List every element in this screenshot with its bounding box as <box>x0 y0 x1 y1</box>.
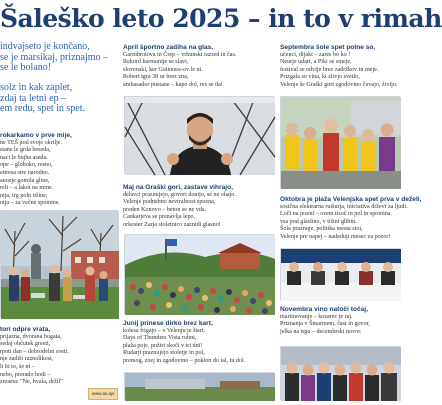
stanza-november <box>280 306 400 336</box>
intro-line: zdaj ta letni ep – <box>0 92 67 104</box>
stanza-line: Šola praznuje, politika mesta stoi, <box>280 226 363 233</box>
stanza-heading: Novembra vino natoči točaj, <box>280 306 368 313</box>
stanza-april <box>123 44 273 90</box>
stanza-heading: April športno zadiha na glas, <box>123 44 214 51</box>
stanza-line: festival se odvije brez zadržkov in meje. <box>280 66 379 73</box>
stanza-line: delavci praznujejo, govori donijo, se ne ohajo. <box>123 191 236 198</box>
stanza-line: ope – globoko, resno, <box>0 162 53 169</box>
intro-stanza-2 <box>0 83 115 115</box>
stanza-heading: Junij prinese dirko brez kart, <box>123 320 213 327</box>
stanza-line: reli – a lakot ne mine. <box>0 185 54 192</box>
stanza-line: premog, zoej in zgodovino – poklon do tal, tu dol. <box>123 357 246 364</box>
stanza-line: Neurje udari, a Piki se smeje, <box>280 59 352 66</box>
stanza-line: sedaj občutek greeti, <box>0 341 51 348</box>
stanza-october <box>280 196 422 242</box>
stanza-line: Velenje še Graški gori zgodovino čuvajo, živijo. <box>280 81 398 88</box>
stanza-line: stane le grda beseda, <box>0 147 51 154</box>
stanza-may <box>123 184 273 230</box>
stanza-line: učenci, dijaki – zares bo ko ! <box>280 51 351 58</box>
group-portrait-image <box>281 347 401 401</box>
sticker-text: www.as.ajs <box>91 391 115 396</box>
stanza-line: plaža poje, požiri skoči v tri dni! <box>123 342 203 349</box>
intro-line: em redu, spet in spet. <box>0 103 85 114</box>
intro-line: se je marsikaj, priznajmo – <box>0 51 109 63</box>
intro-line: se le bolano! <box>0 62 52 73</box>
park-scene-image <box>1 211 119 319</box>
man-portrait-image <box>125 97 275 175</box>
conference-scene-image <box>281 249 401 301</box>
stanza-line: li bi to, še ni – <box>0 363 35 370</box>
stanza-line: Loči na jeseni – ozem tisoč in pol in spomina <box>280 211 391 218</box>
stanza-heading: Maj na Graški gori, zastave vihrajo, <box>123 184 233 191</box>
stanza-line: Rekord harmonije se slavi, <box>123 59 189 66</box>
stanza-line: nebo, prerado hodi – <box>0 371 51 378</box>
stanza-line: ne TEŠ pod svoje okrilje. <box>0 139 63 146</box>
stanza-line: nija – za večne spomine. <box>0 200 61 207</box>
stanza-line: nje zadiši raznolikost, <box>0 356 54 363</box>
stanza-line: ambasador pustane – kapo dol, res se da! <box>123 81 223 88</box>
stanza-line: slovenski, ker Guinness-ov le ni. <box>123 66 203 73</box>
stanza-left-2 <box>0 326 118 387</box>
photo-conference-panel <box>280 248 400 300</box>
stanza-line: Priznanja v Šmartnem, čast in govor, <box>280 321 370 328</box>
stanza-heading: Septembra šole spet polne so, <box>280 44 376 51</box>
stanza-line: kolesa frigajo – v Velenju je štart. <box>123 327 205 334</box>
stanza-line: Rudarji praznujejo stoletje in pol, <box>123 350 205 357</box>
stanza-line: Prizgala so vina, ki zlivjo svetlo, <box>280 74 360 81</box>
intro-line: indvajseto je končano, <box>0 41 90 52</box>
stanza-line: nija, trg poln tišine, <box>0 192 48 199</box>
photo-group-portrait <box>280 346 400 400</box>
photo-man-tiled-wall <box>124 96 274 174</box>
stanza-heading: rokarkamo v prve mije, <box>0 132 72 139</box>
stanza-line: Days of Thunders Vista rohni, <box>123 335 197 342</box>
stanza-heading: tori odpre vrata, <box>0 326 51 333</box>
stanza-june <box>123 320 273 366</box>
stanza-line: orkester Zarja stoletnico zaznidi glasno! <box>123 221 221 228</box>
photo-children-festival <box>280 96 400 188</box>
stanza-line: prijazna, dvorana bogata, <box>0 333 62 340</box>
stanza-line: Garmbrotova in Črep – vrhunski razred in čas. <box>123 51 237 58</box>
intro-line: solz in kak zaplet, <box>0 82 73 93</box>
stanza-left-1 <box>0 132 118 208</box>
stanza-line: Velenje pre napej – nadeduji mesec za pozor! <box>280 233 391 240</box>
stanza-line: ettresa stre narodno. <box>0 169 50 176</box>
photo-park-event <box>0 210 118 318</box>
stanza-line: Velenje podnebno nevtralnost spozna, <box>123 199 216 206</box>
stanza-heading: Oktobra je plaža Velenjska spet prva v deželi, <box>280 196 422 203</box>
stanza-line: anozje gomila gline, <box>0 177 50 184</box>
crowd-scene-image <box>125 235 275 315</box>
photo-race-event <box>124 372 274 400</box>
photo-crowd-hill <box>124 234 274 314</box>
sticker-label <box>88 388 118 400</box>
race-scene-image <box>125 373 275 401</box>
stanza-line: znosna: "Ne, hvala, držil" <box>0 379 63 386</box>
stanza-line: martinovanje – kozarec je raj. <box>280 313 353 320</box>
stanza-september <box>280 44 400 90</box>
children-scene-image <box>281 97 401 189</box>
stanza-line: jelka na trgu – decembrski novor. <box>280 328 362 335</box>
stanza-line: naci le bujha aseda. <box>0 154 48 161</box>
stanza-line: sosična elektrarna ruišurja, iniciativa drževi za ljudi. <box>280 203 408 210</box>
stanza-line: Cankarjeva se prenavlja lepo, <box>123 214 196 221</box>
stanza-line: vsa pod glaslino, v tišini glibin. <box>280 218 357 225</box>
stanza-line: rpoti dan – dobrodelni sveti. <box>0 348 69 355</box>
stanza-line: preden Konovo – beton se ne vda. <box>123 206 207 213</box>
stanza-line: Robert igra 38 ur brez zna, <box>123 74 189 81</box>
page-title: Šaleško leto 2025 – in to v rimah <box>0 4 442 33</box>
intro-stanza <box>0 42 115 74</box>
